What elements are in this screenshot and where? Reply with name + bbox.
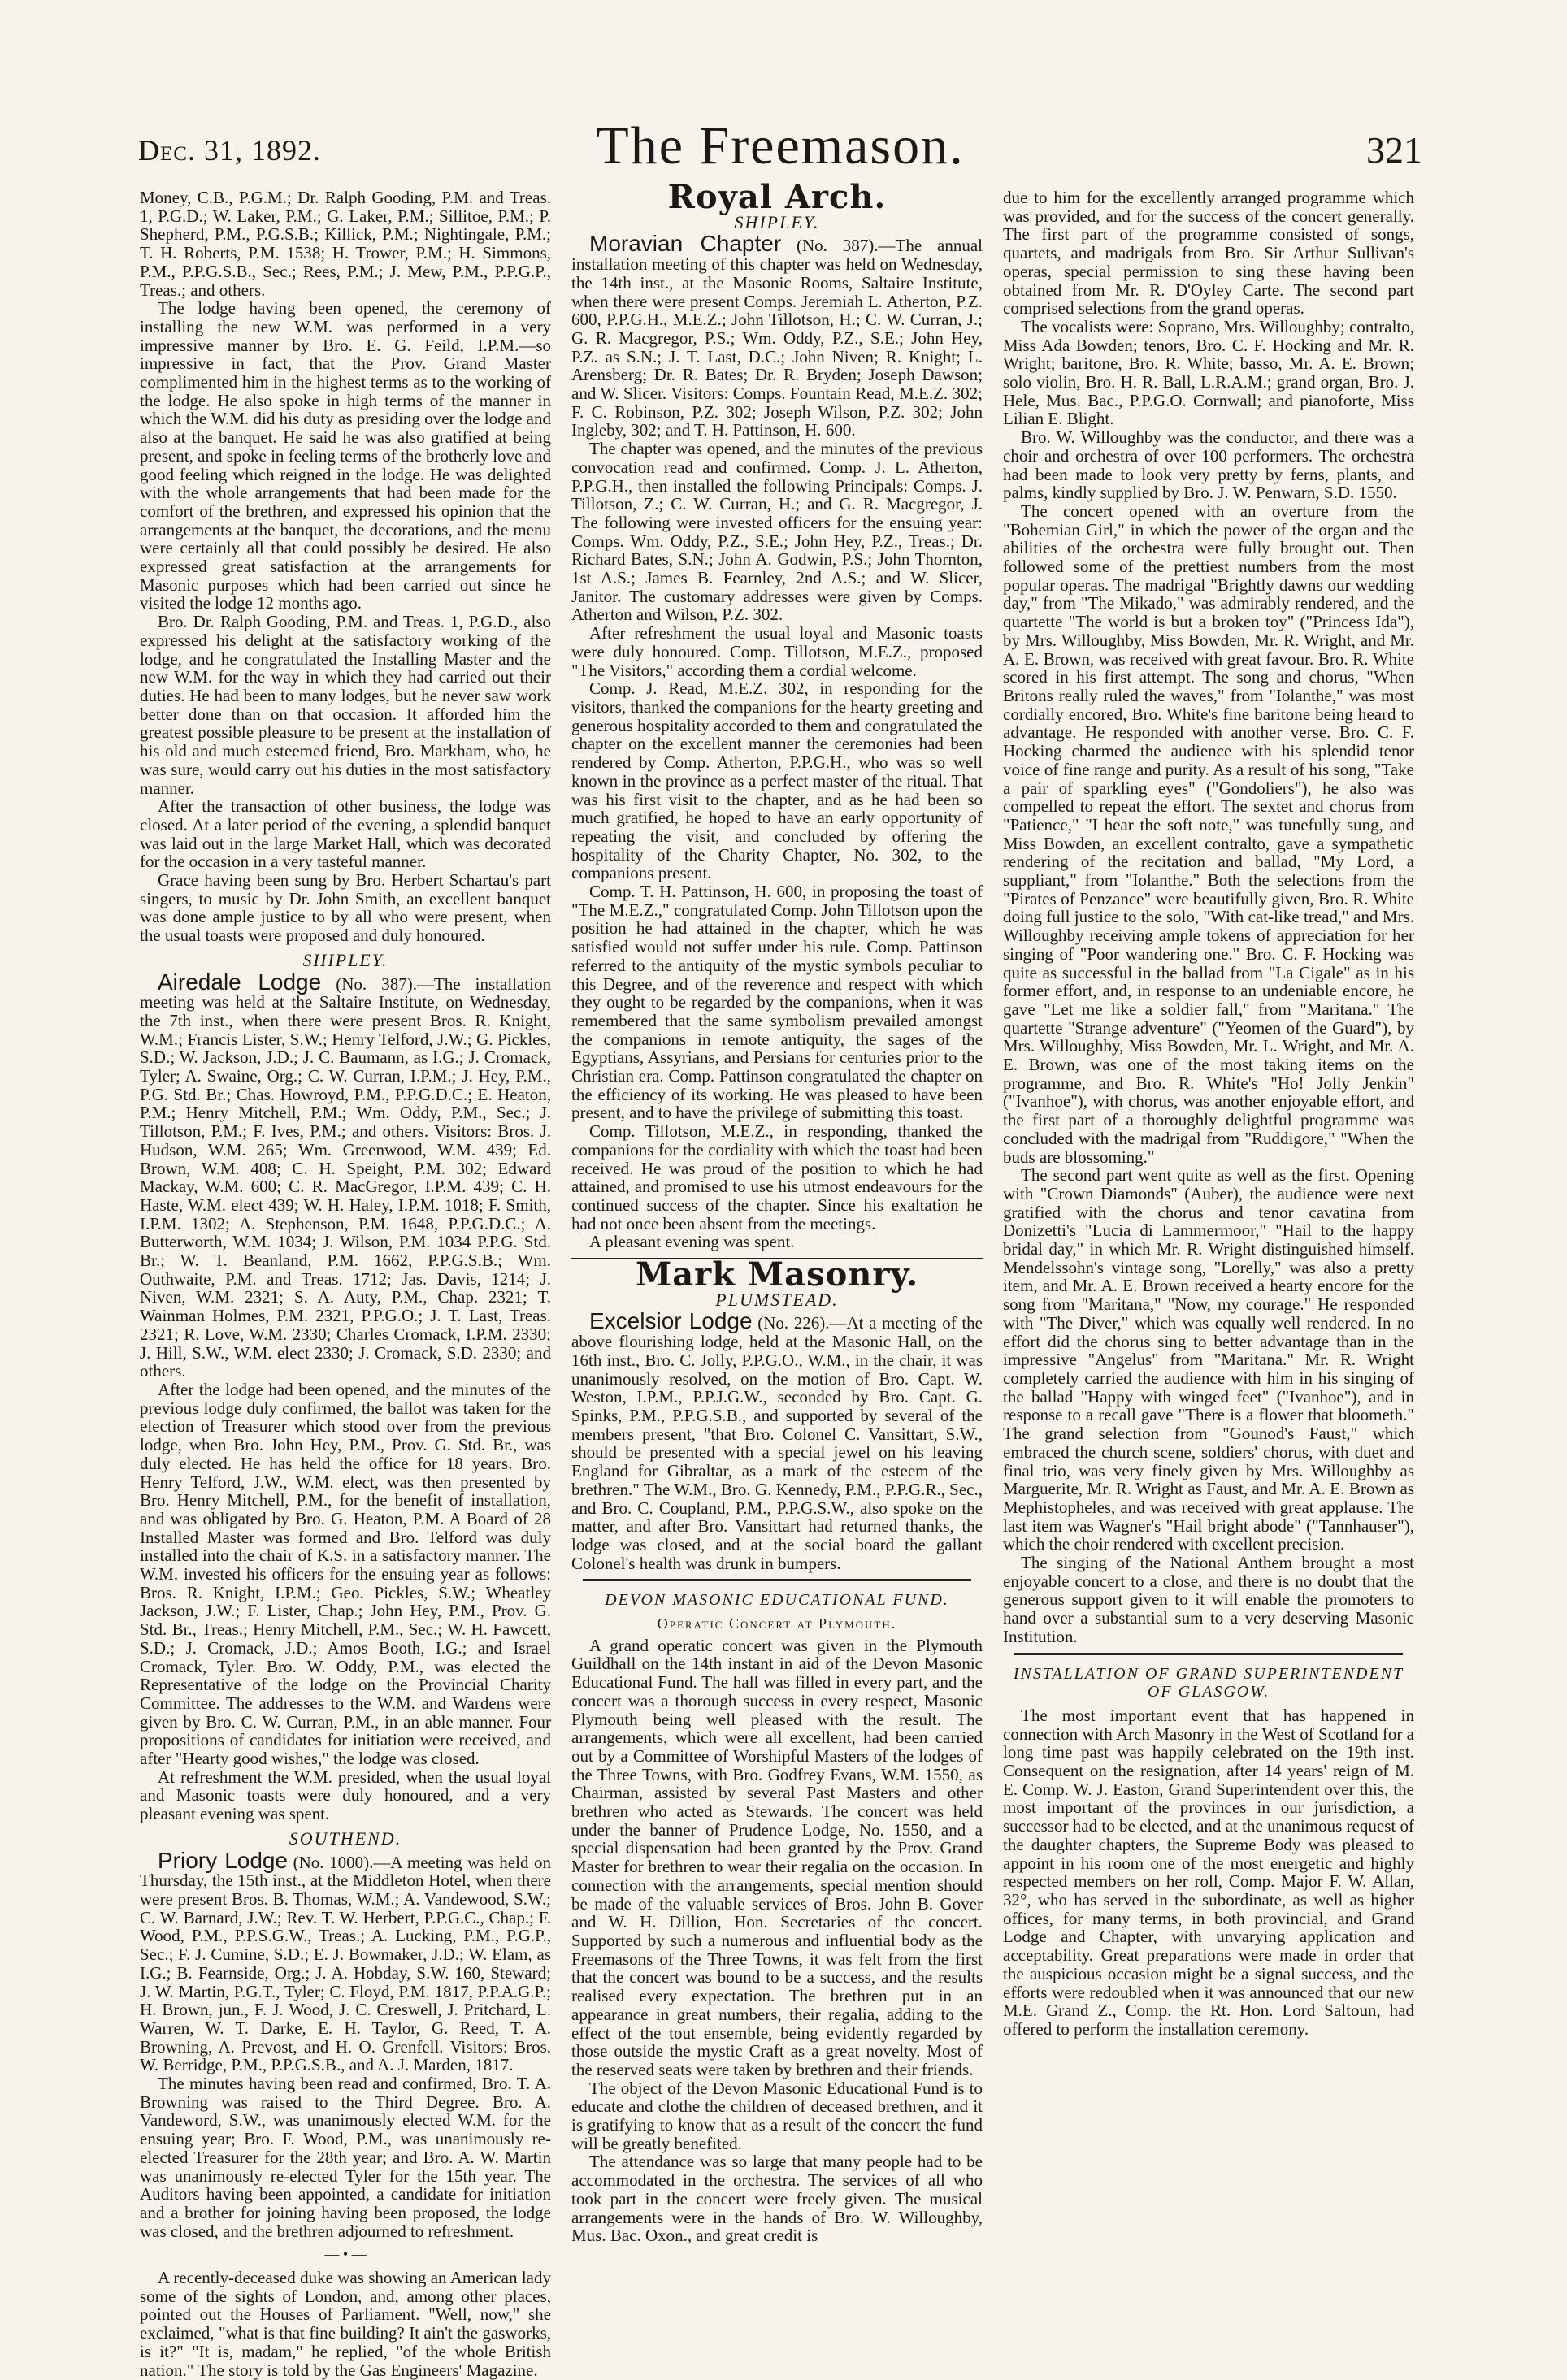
place-heading: SHIPLEY. — [302, 949, 388, 970]
lodge-name: Priory Lodge — [158, 1847, 289, 1873]
lodge-report — [140, 1847, 551, 2075]
chapter-report-text: —The annual installation meeting of this chapter was held on Wednesday, the 14th inst., at the Masonic Rooms, Saltaire Institute, when there were present Comps. Jeremiah L. Atherton, P.Z. 600, P.P.G.H., M.E.Z.; John Tillotson, H.; C. W. Curran, J.; G. R. Macgregor, P.S.; Wm. Oddy, P.Z., S.E.; John Hey, P.Z. as S.N.; J. T. Last, D.C.; John Niven; R. Knight; L. Arensberg; Dr. R. Bates; Dr. R. Bryden; Joseph Dawson; and W. Slicer. Visitors: Comps. Fountain Read, M.E.Z. 302; F. C. Robinson, P.Z. 302; Joseph Wilson, P.Z. 302; John Ingleby, 302; and T. H. Pattinson, H. 600. — [571, 236, 983, 440]
lodge-report — [140, 969, 551, 1381]
column-3 — [1003, 189, 1414, 2098]
article-paragraph: The chapter was opened, and the minutes of the previous convocation read and confirmed. Comp. J. L. Atherton, P.P.G.H., then installed the following Principals: Comps. J. Tillotson, Z.; C. W. Curran, H.; and G. R. Macgregor, J. The following were invested officers for the ensuing year: Comps. Wm. Oddy, P.Z., S.E.; John Hey, P.Z., Treas.; Dr. Richard Bates, S.N.; John A. Godwin, P.S.; John Thornton, 1st A.S.; James B. Fearnley, 2nd A.S.; and W. Slicer, Janitor. The customary addresses were given by Comps. Atherton and Wilson, P.Z. 302. — [571, 439, 983, 625]
article-paragraph: Bro. W. Willoughby was the conductor, and there was a choir and orchestra of over 100 performers. The orchestra had been made to look very pretty by ferns, plants, and palms, kindly supplied by Bro. J. W. Penwarn, S.D. 1550. — [1003, 427, 1414, 503]
article-paragraph: due to him for the excellently arranged programme which was provided, and for the success of the concert generally. The first part of the programme consisted of songs, quartets, and madrigals from Bro. Sir Arthur Sullivan's operas, special permission to sing these having been obtained from Mr. R. D'Oyley Carte. The second part comprised selections from the grand operas. — [1003, 188, 1414, 319]
lodge-report-text: —A meeting was held on Thursday, the 15th inst., at the Middleton Hotel, when there were present Bros. B. Thomas, W.M.; A. Vandewood, S.W.; C. W. Barnard, J.W.; Rev. T. W. Herbert, P.P.G.C., Chap.; F. Wood, P.M., P.P.S.G.W., Treas.; A. Lucking, P.M., P.G.P., Sec.; F. J. Cumine, S.D.; E. J. Bowmaker, J.D.; W. Elam, as I.G.; B. Fearnside, Org.; J. A. Hobday, S.W. 160, Steward; J. W. Martin, P.G.T., Tyler; C. Floyd, P.M. 1817, P.P.A.G.P.; H. Brown, jun., F. J. Wood, J. C. Creswell, J. Pritchard, L. Warren, W. T. Darke, E. H. Taylor, G. Reed, T. A. Browning, A. Prevost, and H. O. Grenfell. Visitors: Bros. W. Berridge, P.M., P.P.G.S.B., and A. J. Marden, 1817. — [140, 1852, 551, 2075]
article-paragraph: Bro. Dr. Ralph Gooding, P.M. and Treas. 1, P.G.D., also expressed his delight at the satisfactory working of the lodge, and he congratulated the Installing Master and the new W.M. for the way in which they had carried out their duties. He had been to many lodges, but he never saw work better done than on that occasion. It afforded him the greatest possible pleasure to be present at the installation of his old and much esteemed friend, Bro. Markham, who, he was sure, would carry out his duties in the most satisfactory manner. — [140, 612, 551, 798]
issue-date: Dec. 31, 1892. — [138, 134, 321, 167]
lodge-report-text: —At a meeting of the above flourishing lodge, held at the Masonic Hall, on the 16th inst., Bro. C. Jolly, P.P.G.O., W.M., in the chair, it was unanimously resolved, on the motion of Bro. Capt. W. Weston, I.P.M., P.P.J.G.W., seconded by Bro. Capt. G. Spinks, P.M., P.P.G.S.B., and supported by several of the members present, "that Bro. Colonel C. Vansittart, S.W., should be presented with a special jewel on his leaving England for Gibraltar, as a mark of the esteem of the brethren." The W.M., Bro. G. Kennedy, P.M., P.P.G.R., Sec., and Bro. C. Coupland, P.M., P.P.G.S.W., also spoke on the matter, and after Bro. Vansittart had returned thanks, the lodge was closed, and at the social board the gallant Colonel's health was drunk in bumpers. — [571, 1313, 983, 1573]
section-heading-royal-arch: Royal Arch. — [667, 178, 887, 216]
page-number: 321 — [1366, 129, 1422, 171]
column-2 — [571, 178, 983, 2246]
article-paragraph: The concert opened with an overture from the "Bohemian Girl," in which the power of the organ and the abilities of the orchestra were fully brought out. Then followed some of the prettiest numbers from the most popular operas. The madrigal "Brightly dawns our wedding day," from "The Mikado," was admirably rendered, and the quartette "The world is but a broken toy" ("Princess Ida"), by Mrs. Willoughby, Miss Bowden, Mr. R. Wright, and Mr. A. E. Brown, was received with great favour. Bro. R. White scored in his first attempt. The song and chorus, "When Britons really ruled the waves," from "Iolanthe," was most cordially encored, Bro. White's fine baritone being heard to advantage. He responded with another verse. Bro. C. F. Hocking charmed the audience with his splendid tenor voice of fine range and purity. As a result of his song, "Take a pair of sparkling eyes" ("Gondoliers"), he also was compelled to repeat the effort. The sextet and chorus from "Patience," "I hear the soft note," was tunefully sung, and Miss Bowden, an excellent contralto, gave a sympathetic rendering of the recitation and ballad, "My Lord, a suppliant," from "Iolanthe." Both the selections from the "Pirates of Penzance" were beautifully given, Bro. R. White doing full justice to the solo, "With cat-like tread," and Mrs. Willoughby receiving ample tokens of appreciation for her singing of "Poor wandering one." Bro. C. F. Hocking was quite as successful in the ballad from "La Cigale" as in his former effort, and, in response to an undeniable encore, he gave "Let me like a soldier fall," from "Maritana." The quartette "Strange adventure" ("Yeomen of the Guard"), by Mrs. Willoughby, Miss Bowden, Mr. L. Wright, and Mr. A. E. Brown, was one of the most taking items on the programme, and Bro. R. White's "Ho! Jolly Jenkin" ("Ivanhoe"), with chorus, was another enjoyable effort, and the first part of a thoroughly delightful programme was concluded with the madrigal from "Ruddigore," "When the buds are blossoming." — [1003, 501, 1414, 1167]
article-paragraph: The second part went quite as well as the first. Opening with "Crown Diamonds" (Auber), the audience were next gratified with the chorus and tenor cavatina from Donizetti's "Lucia di Lammermoor," "Hail to the happy bridal day," in which Mr. R. Wright distinguished himself. Mendelssohn's vintage song, "Lorelly," was also a pretty item, and Mr. A. E. Brown received a hearty encore for the song from "Maritana," "Now, my courage." He responded with "The Diver," which was equally well rendered. In no effort did the chorus sing to better advantage than in the impressive "Angelus" from "Maritana." Mr. R. Wright completely carried the audience with him in his singing of the ballad "Happy with winged feet" ("Ivanhoe"), and in response to a recall gave "There is a flower that bloometh." The grand selection from "Gounod's Faust," which embraced the church scene, soldiers' chorus, with duet and final trio, was very finely given by Mrs. Willoughby as Marguerite, Mr. R. Wright as Faust, and Mr. A. E. Brown as Mephistopheles, and was received with great applause. The last item was Wagner's "Hail bright abode" ("Tannhauser"), which the choir rendered with excellent precision. — [1003, 1165, 1414, 1554]
anecdote-paragraph: A recently-deceased duke was showing an American lady some of the sights of London, and, among other places, pointed out the Houses of Parliament. "Well, now," she exclaimed, "what is that fine building? It ain't the gasworks, is it?" "It is, madam," he replied, "of the whole British nation." The story is told by the Gas Engineers' Magazine. — [140, 2268, 551, 2380]
article-heading: INSTALLATION OF GRAND SUPERINTENDENT OF GLASGOW. — [1013, 1664, 1404, 1702]
double-rule — [1014, 1653, 1403, 1658]
article-paragraph: A pleasant evening was spent. — [589, 1232, 795, 1252]
place-heading: SOUTHEND. — [289, 1827, 402, 1849]
newspaper-title: The Freemason. — [596, 116, 965, 176]
lodge-number: (No. 387). — [321, 973, 417, 994]
article-paragraph: After the transaction of other business, the lodge was closed. At a later period of the evening, a splendid banquet was laid out in the large Market Hall, which was decorated for the occasion in a very tasteful manner. — [140, 796, 551, 872]
place-heading: PLUMSTEAD. — [715, 1289, 839, 1310]
article-paragraph: Grace having been sung by Bro. Herbert Schartau's part singers, to music by Dr. John Smith, an excellent banquet was done ample justice to by all who were present, when the usual toasts were proposed and duly honoured. — [140, 870, 551, 946]
chapter-report — [571, 231, 983, 440]
lodge-number: (No. 226). — [752, 1313, 830, 1333]
double-rule — [583, 1579, 971, 1584]
chapter-name: Moravian Chapter — [589, 231, 782, 257]
lodge-name: Airedale Lodge — [158, 969, 322, 995]
chapter-number: (No. 387). — [781, 236, 879, 256]
article-heading: DEVON MASONIC EDUCATIONAL FUND. — [605, 1591, 949, 1610]
article-paragraph: The most important event that has happened in connection with Arch Masonry in the West of Scotland for a long time past was happily celebrated on the 19th inst. Consequent on the resignation, after 14 years' reign of M. E. Comp. W. J. Easton, Grand Superintendent over this, the most important of the provinces in our jurisdiction, a successor had to be elected, and at the unanimous request of the daughter chapters, the Supreme Body was pleased to appoint in his room one of the most energetic and highly respected members on her roll, Comp. Major F. W. Allan, 32°, who has served in the subordinate, as well as higher offices, for many terms, in both provincial, and Grand Lodge and Chapter, with unvarying application and acceptability. Great preparations were made in order that the auspicious occasion might be a signal success, and the efforts were redoubled when it was announced that our new M.E. Grand Z., Comp. the Rt. Hon. Lord Saltoun, had offered to perform the installation ceremony. — [1003, 1705, 1414, 2039]
lodge-report-text: —The installation meeting was held at the Saltaire Institute, on Wednesday, the 7th inst., when there were present Bros. R. Knight, W.M.; Francis Lister, S.W.; Henry Telford, J.W.; G. Pickles, S.D.; W. Jackson, J.D.; J. C. Baumann, as I.G.; J. Cromack, Tyler; A. Swaine, Org.; C. W. Curran, I.P.M.; J. Hey, P.M., P.G. Std. Br.; Chas. Howroyd, P.M., P.P.G.D.C.; E. Heaton, P.M.; Henry Mitchell, P.M.; Wm. Oddy, P.M., Sec.; J. Tillotson, P.M.; F. Ives, P.M.; and others. Visitors: Bros. J. Hudson, W.M. 265; Wm. Greenwood, W.M. 439; Ed. Brown, W.M. 408; C. H. Speight, P.M. 302; Edward Mackay, W.M. 600; C. R. MacGregor, I.P.M. 439; C. H. Haste, W.M. elect 439; W. H. Haley, I.P.M. 1018; F. Smith, I.P.M. 1302; A. Stephenson, P.M. 1648, P.P.G.D.C.; A. Butterworth, W.M. 1034; J. Wilson, P.M. 1034 P.P.G. Std. Br.; W. T. Beanland, P.M. 1662, P.P.G.S.B.; Wm. Outhwaite, P.M. and Treas. 1712; Jas. Davis, 1214; J. Niven, W.M. 2321; S. A. Auty, P.M., Chap. 2321; T. Wainman Holmes, P.M. 2321, P.P.G.O.; J. T. Last, Treas. 2321; R. Love, W.M. 2330; Charles Cromack, I.P.M. 2330; J. Hill, S.W., W.M. elect 2330; J. Cromack, S.D. 2330; and others. — [140, 973, 551, 1381]
lodge-name: Excelsior Lodge — [589, 1308, 753, 1334]
article-paragraph: Comp. Tillotson, M.E.Z., in responding, thanked the companions for the cordiality with which the toast had been received. He was proud of the position to which he had attained, and promised to use his utmost endeavours for the continued success of the chapter. Since his exaltation he had not once been absent from the meetings. — [571, 1121, 983, 1233]
article-paragraph: The object of the Devon Masonic Educational Fund is to educate and clothe the children of deceased brethren, and it is gratifying to know that as a result of the concert the fund will be greatly benefited. — [571, 2078, 983, 2153]
section-ornament: — • — — [324, 2246, 367, 2263]
article-paragraph: After the lodge had been opened, and the minutes of the previous lodge duly confirmed, the ballot was taken for the election of Treasurer which stood over from the previous lodge, when Bro. John Hey, P.M., Prov. G. Std. Br., was duly elected. He has held the office for 18 years. Bro. Henry Telford, J.W., W.M. elect, was then presented by Bro. Henry Mitchell, P.M., for the benefit of installation, and was obligated by Bro. G. Heaton, P.M. A Board of 28 Installed Master was formed and Bro. Telford was duly installed into the chair of K.S. in a satisfactory manner. The W.M. invested his officers for the ensuing year as follows: Bros. R. Knight, I.P.M.; Geo. Pickles, S.W.; Wheatley Jackson, J.W.; F. Lister, Chap.; John Hey, P.M., Prov. G. Std. Br., Treas.; Henry Mitchell, P.M., Sec.; W. H. Fawcett, S.D.; J. Cromack, J.D.; Amos Booth, I.G.; and Israel Cromack, Tyler. Bro. W. Oddy, P.M., was elected the Representative of the lodge on the Provincial Charity Committee. The addresses to the W.M. and Wardens were given by Bro. C. W. Curran, P.M., in an able manner. Four propositions of candidates for initiation were received, and after "Hearty good wishes," the lodge was closed. — [140, 1380, 551, 1769]
lodge-report — [571, 1308, 983, 1573]
place-heading: SHIPLEY. — [734, 211, 820, 232]
article-paragraph: The lodge having been opened, the ceremony of installing the new W.M. was performed in a very impressive manner by Bro. E. G. Feild, I.P.M.—so impressive in fact, that the Prov. Grand Master complimented him in the highest terms as to the working of the lodge. He also spoke in high terms of the manner in which the W.M. did his duty as presiding over the lodge and also at the banquet. He said he was also gratified at being present, and spoke in feeling terms of the brotherly love and good feeling which reigned in the lodge. He was delighted with the whole arrangements that had been made for the comfort of the brethren, and expressed his opinion that the arrangements at the banquet, the decorations, and the menu were certainly all that could possibly be desired. He also expressed great satisfaction at the arrangements for Masonic purposes which had been carried out since he visited the lodge 12 months ago. — [140, 298, 551, 613]
lodge-number: (No. 1000). — [288, 1852, 374, 1872]
article-subheading: Operatic Concert at Plymouth. — [657, 1615, 897, 1632]
article-paragraph: A grand operatic concert was given in the Plymouth Guildhall on the 14th instant in aid of the Devon Masonic Educational Fund. The hall was filled in every part, and the concert was a thorough success in every respect, Masonic Plymouth being well pleased with the result. The arrangements, which were all excellent, had been carried out by a Committee of Worshipful Masters of the lodges of the Three Towns, with Bro. Godfrey Evans, W.M. 1550, as Chairman, assisted by several Past Masters and other brethren who acted as Stewards. The concert was held under the banner of Prudence Lodge, No. 1550, and a special dispensation had been granted by the Prov. Grand Master for brethren to wear their regalia on the occasion. In connection with the arrangements, special mention should be made of the valuable services of Bros. John B. Gover and W. H. Dillion, Hon. Secretaries of the concert. Supported by such a numerous and influential body as the Freemasons of the Three Towns, it was felt from the first that the concert was bound to be a success, and the results realised every expectation. The brethren put in an appearance in great numbers, their regalia, adding to the effect of the tout ensemble, being evidently regarded by those outside the mystic Craft as a great novelty. Most of the reserved seats were taken by brethren and their friends. — [571, 1635, 983, 2079]
masthead — [138, 115, 1422, 176]
article-paragraph: The attendance was so large that many people had to be accommodated in the orchestra. The services of all who took part in the concert were freely given. The musical arrangements were in the hands of Bro. W. Willoughby, Mus. Bac. Oxon., and great credit is — [571, 2152, 983, 2246]
article-paragraph: At refreshment the W.M. presided, when the usual loyal and Masonic toasts were duly honoured, and a very pleasant evening was spent. — [140, 1767, 551, 1824]
article-paragraph: Comp. J. Read, M.E.Z. 302, in responding for the visitors, thanked the companions for the hearty greeting and generous hospitality accorded to them and congratulated the chapter on the excellent manner the ceremonies had been rendered by Comp. Atherton, P.P.G.H., who was so well known in the province as a perfect master of the ritual. That was his first visit to the chapter, and as he had been so much gratified, he hoped to have an early opportunity of repeating the visit, and concluded by offering the hospitality of the Charity Chapter, No. 302, to the companions present. — [571, 678, 983, 883]
article-paragraph: Comp. T. H. Pattinson, H. 600, in proposing the toast of "The M.E.Z.," congratulated Comp. John Tillotson upon the position he had attained in the chapter, which he was satisfied would not suffer under his rule. Comp. Pattinson referred to the antiquity of the mystic symbols peculiar to this Degree, and of the reverence and respect with which they ought to be regarded by the companions, when it was remembered that the same symbolism prevailed amongst the companions in remote antiquity, the sages of the Egyptians, Assyrians, and Persians for centuries prior to the Christian era. Comp. Pattinson congratulated the chapter on the efficiency of its working. He was pleased to have been present, and to have the privilege of submitting this toast. — [571, 882, 983, 1123]
column-1 — [140, 188, 551, 2380]
article-paragraph: After refreshment the usual loyal and Masonic toasts were duly honoured. Comp. Tillotson, M.E.Z., proposed "The Visitors," according them a cordial welcome. — [571, 623, 983, 680]
section-heading-mark-masonry: Mark Masonry. — [635, 1255, 919, 1294]
article-paragraph: The minutes having been read and confirmed, Bro. T. A. Browning was raised to the Third Degree. Bro. A. Vandeword, S.W., was unanimously elected W.M. for the ensuing year; Bro. F. Wood, P.M., was unanimously re-elected Treasurer for the 28th year; and Bro. A. W. Martin was unanimously re-elected Tyler for the 15th year. The Auditors having been appointed, a candidate for initiation and a brother for joining having been proposed, the lodge was closed, and the brethren adjourned to refreshment. — [140, 2074, 551, 2241]
article-paragraph: The vocalists were: Soprano, Mrs. Willoughby; contralto, Miss Ada Bowden; tenors, Bro. C. F. Hocking and Mr. R. Wright; baritone, Bro. R. White; basso, Mr. A. E. Brown; solo violin, Bro. H. R. Ball, L.R.A.M.; grand organ, Bro. J. Hele, Mus. Bac., P.P.G.O. Cornwall; and pianoforte, Miss Lilian E. Blight. — [1003, 316, 1414, 429]
article-paragraph: Money, C.B., P.G.M.; Dr. Ralph Gooding, P.M. and Treas. 1, P.G.D.; W. Laker, P.M.; G. Laker, P.M.; Sillitoe, P.M.; P. Shepherd, P.M., P.G.S.B.; Killick, P.M.; Nightingale, P.M.; T. H. Roberts, P.M. 1538; H. Trower, P.M.; H. Simmons, P.M., P.P.G.S.B., Sec.; Rees, P.M.; J. Mew, P.M., P.P.G.P., Treas.; and others. — [140, 188, 551, 300]
article-paragraph: The singing of the National Anthem brought a most enjoyable concert to a close, and there is no doubt that the generous support given to it will enable the promoters to hand over a substantial sum to a very deserving Masonic Institution. — [1003, 1553, 1414, 1646]
